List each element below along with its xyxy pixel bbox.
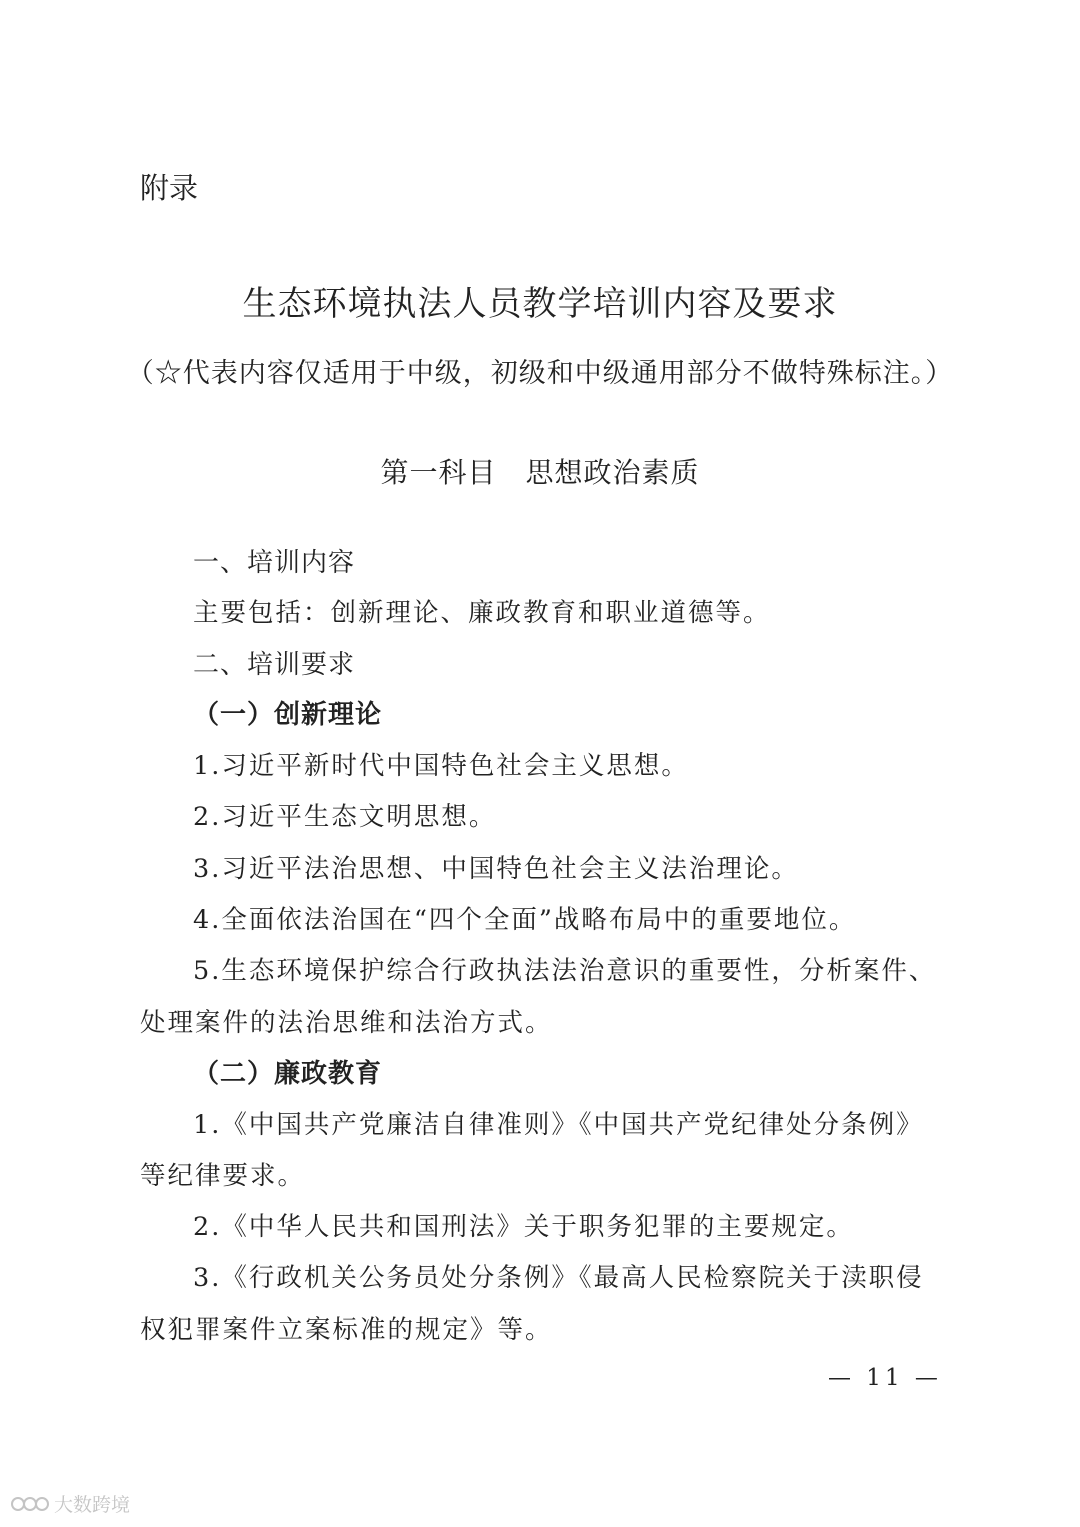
subsection-heading-innovation-theory: （一）创新理论 — [193, 700, 383, 730]
list-item: 2.习近平生态文明思想。 — [193, 802, 497, 832]
list-item: 3.《行政机关公务员处分条例》《最高人民检察院关于渎职侵 — [193, 1263, 924, 1293]
subject-title: 第一科目 思想政治素质 — [380, 456, 700, 489]
list-item-continuation: 权犯罪案件立案标准的规定》等。 — [140, 1315, 553, 1345]
list-item-continuation: 等纪律要求。 — [140, 1161, 306, 1191]
document-title: 生态环境执法人员教学培训内容及要求 — [242, 284, 838, 324]
document-note: （☆代表内容仅适用于中级，初级和中级通用部分不做特殊标注。） — [126, 358, 954, 389]
watermark-logo-icon — [10, 1493, 50, 1515]
list-item: 5.生态环境保护综合行政执法法治意识的重要性，分析案件、 — [193, 956, 937, 986]
subsection-heading-integrity-education: （二）廉政教育 — [193, 1059, 383, 1089]
list-item: 1.习近平新时代中国特色社会主义思想。 — [193, 751, 689, 781]
list-item: 3.习近平法治思想、中国特色社会主义法治理论。 — [193, 854, 799, 884]
list-item: 2.《中华人民共和国刑法》关于职务犯罪的主要规定。 — [193, 1212, 854, 1242]
list-item: 1.《中国共产党廉洁自律准则》《中国共产党纪律处分条例》 — [193, 1110, 924, 1140]
list-item: 4.全面依法治国在“四个全面”战略布局中的重要地位。 — [193, 905, 857, 935]
appendix-label: 附录 — [140, 171, 199, 205]
list-item-continuation: 处理案件的法治思维和法治方式。 — [140, 1008, 553, 1038]
watermark — [10, 1490, 130, 1517]
section-heading-training-requirements: 二、培训要求 — [193, 650, 356, 680]
section-paragraph: 主要包括：创新理论、廉政教育和职业道德等。 — [193, 598, 771, 628]
section-heading-training-content: 一、培训内容 — [193, 548, 356, 578]
watermark-text: 大数跨境 — [54, 1494, 131, 1516]
page-number: — 11 — — [828, 1365, 942, 1391]
